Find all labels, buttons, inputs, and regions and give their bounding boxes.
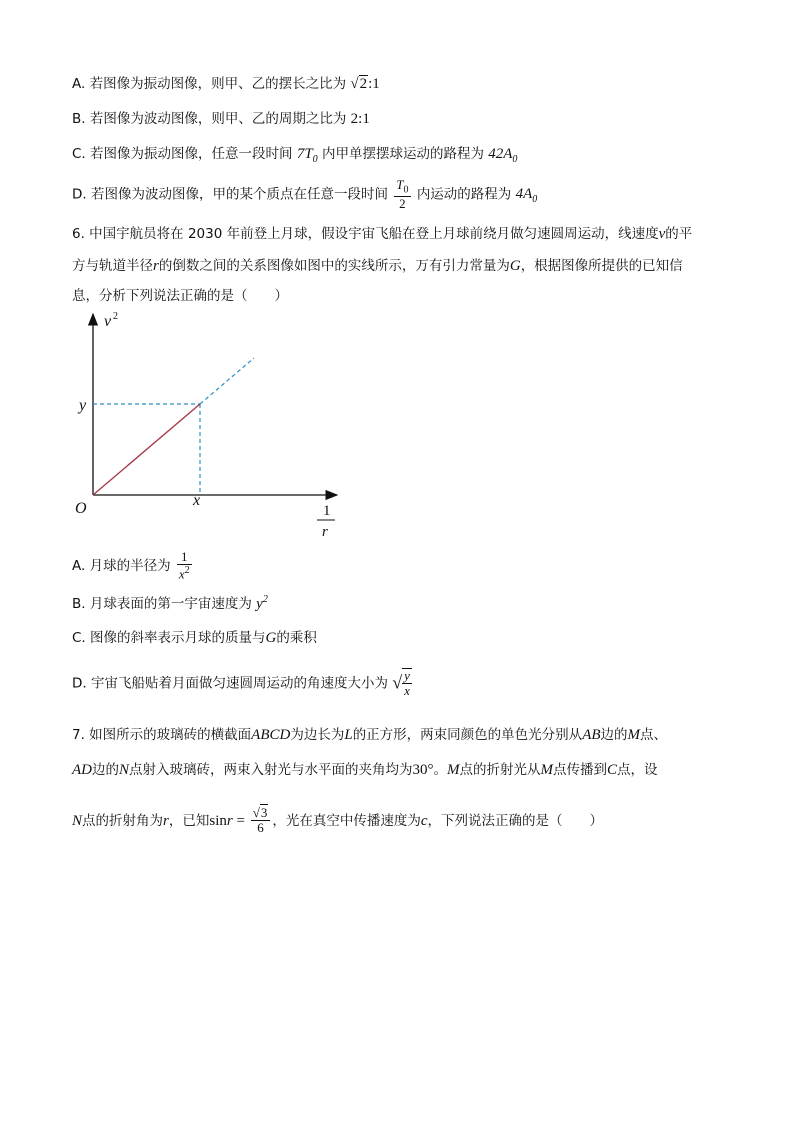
option-label: D. bbox=[72, 675, 87, 692]
y-axis-label: v bbox=[104, 313, 112, 330]
data-line bbox=[93, 404, 200, 495]
x-axis-label-den: r bbox=[322, 524, 328, 540]
option-text: 若图像为波动图像，则甲、乙的周期之比为 bbox=[89, 111, 347, 127]
fraction-1-over-x2: $\frac{1}{x^2}$ bbox=[178, 549, 190, 582]
option-label: C. bbox=[72, 630, 86, 646]
q6-option-c: C. 图像的斜率表示月球的质量与G的乘积 bbox=[72, 630, 317, 646]
option-text: 月球表面的第一宇宙速度为 bbox=[89, 596, 252, 612]
origin-label: O bbox=[75, 500, 87, 517]
sqrt-expression: √2 bbox=[350, 76, 368, 92]
time-expression: $7T_0$ bbox=[296, 146, 318, 165]
fraction-sqrt3-over-6: $\frac{√3}{6}$ bbox=[251, 806, 271, 836]
option-label: A. bbox=[72, 557, 86, 574]
option-text-2: 内甲单摆摆球运动的路程为 bbox=[321, 146, 484, 162]
distance-expression: $42A_0$ bbox=[488, 146, 518, 165]
option-text: 月球的半径为 bbox=[89, 557, 171, 574]
q7-stem-line-2: AD边的N点射入玻璃砖，两束入射光与水平面的夹角均为30°。M点的折射光从M点传播到C点，设 bbox=[72, 762, 658, 778]
ratio-value: 2:1 bbox=[350, 111, 370, 127]
q6-stem-line-3: 息，分析下列说法正确的是（ ） bbox=[72, 288, 288, 304]
v2-vs-inverse-r-graph bbox=[64, 312, 354, 544]
y-axis-label-sup: 2 bbox=[113, 312, 118, 322]
sqrt-fraction: √ $\frac{y}{x}$ bbox=[392, 668, 410, 699]
y-tick-label: y bbox=[79, 397, 87, 414]
x-axis-label-num: 1 bbox=[323, 503, 331, 519]
option-label: D. bbox=[72, 186, 87, 203]
extension-line bbox=[200, 358, 254, 404]
q5-option-a: A. 若图像为振动图像，则甲、乙的摆长之比为 √2:1 bbox=[72, 76, 380, 92]
q6-option-b bbox=[72, 594, 268, 613]
fraction-t0-over-2: $\frac{T_0}{2}$ bbox=[396, 177, 409, 211]
x-tick-label: x bbox=[193, 492, 201, 509]
option-text-2: 内运动的路程为 bbox=[416, 186, 512, 203]
option-text: 图像的斜率表示月球的质量与 bbox=[90, 630, 266, 646]
option-label: B. bbox=[72, 111, 86, 127]
option-label: A. bbox=[72, 76, 86, 92]
q5-option-d bbox=[72, 178, 537, 211]
option-label: C. bbox=[72, 146, 86, 162]
q5-option-b bbox=[72, 110, 370, 128]
q7-stem-line-1: 7. 如图所示的玻璃砖的横截面ABCD为边长为L的正方形，两束同颜色的单色光分别从AB边的M点、 bbox=[72, 727, 668, 743]
q7-stem-line-3: N点的折射角为r，已知sinr = $\frac{√3}{6}$ ，光在真空中传播速度为c，下列说法正确的是（ ） bbox=[72, 805, 603, 836]
option-label: B. bbox=[72, 596, 86, 612]
option-text: 若图像为振动图像，则甲、乙的摆长之比为 bbox=[89, 76, 347, 92]
q6-stem-line-2: 方与轨道半径r的倒数之间的关系图像如图中的实线所示，万有引力常量为G，根据图像所提供的已知信 bbox=[72, 258, 683, 274]
distance-expression: $4A_0$ bbox=[515, 186, 538, 206]
q5-option-c bbox=[72, 145, 517, 166]
q6-stem-line-1: 6. 中国宇航员将在 2030 年前登上月球，假设宇宙飞船在登上月球前绕月做匀速圆周运动，线速度v的平 bbox=[72, 226, 693, 242]
velocity-expression: $y^2$ bbox=[256, 594, 268, 612]
option-text: 若图像为波动图像，甲的某个质点在任意一段时间 bbox=[90, 186, 388, 203]
q6-option-a bbox=[72, 550, 194, 582]
option-text: 若图像为振动图像，任意一段时间 bbox=[90, 146, 293, 162]
option-text: 宇宙飞船贴着月面做匀速圆周运动的角速度大小为 bbox=[90, 675, 388, 692]
q6-option-d bbox=[72, 668, 414, 699]
